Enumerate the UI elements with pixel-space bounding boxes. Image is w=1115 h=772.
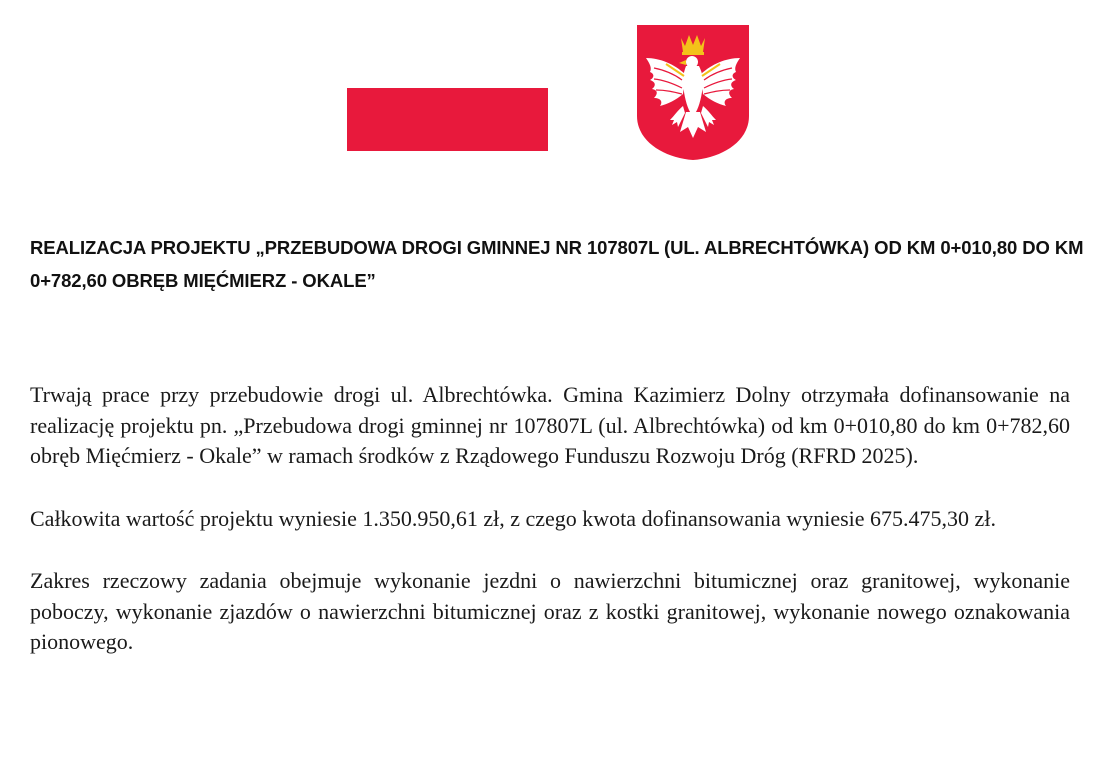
paragraph-intro: Trwają prace przy przebudowie drogi ul. Albrechtówka. Gmina Kazimierz Dolny otrzymała dofinansowanie na realizację projektu pn. „Przebudowa drogi gminnej nr 107807L (ul. Albrechtówka) od km 0+010,80 do km 0+782,60 obręb Mięćmierz - Okale” w ramach środków z Rządowego Funduszu Rozwoju Dróg (RFRD 2025). [30, 382, 1070, 468]
paragraph-project-value: Całkowita wartość projektu wyniesie 1.350.950,61 zł, z czego kwota dofinansowania wyniesie 675.475,30 zł. [30, 505, 996, 531]
polish-white-eagle-emblem-icon [636, 24, 750, 161]
paragraph-scope: Zakres rzeczowy zadania obejmuje wykonanie jezdni o nawierzchni bitumicznej oraz granitowej, wykonanie poboczy, wykonanie zjazdów o nawierzchni bitumicznej oraz z kostki granitowej, wykonanie nowego oznakowania pionowego. [30, 568, 1070, 654]
document-title: REALIZACJA PROJEKTU „PRZEBUDOWA DROGI GMINNEJ NR 107807L (UL. ALBRECHTÓWKA) OD KM 0+010,80 DO KM 0+782,60 OBRĘB MIĘĆMIERZ - OKALE” [30, 237, 1084, 291]
document-body [30, 380, 1070, 690]
polish-flag-red-band [347, 88, 548, 151]
